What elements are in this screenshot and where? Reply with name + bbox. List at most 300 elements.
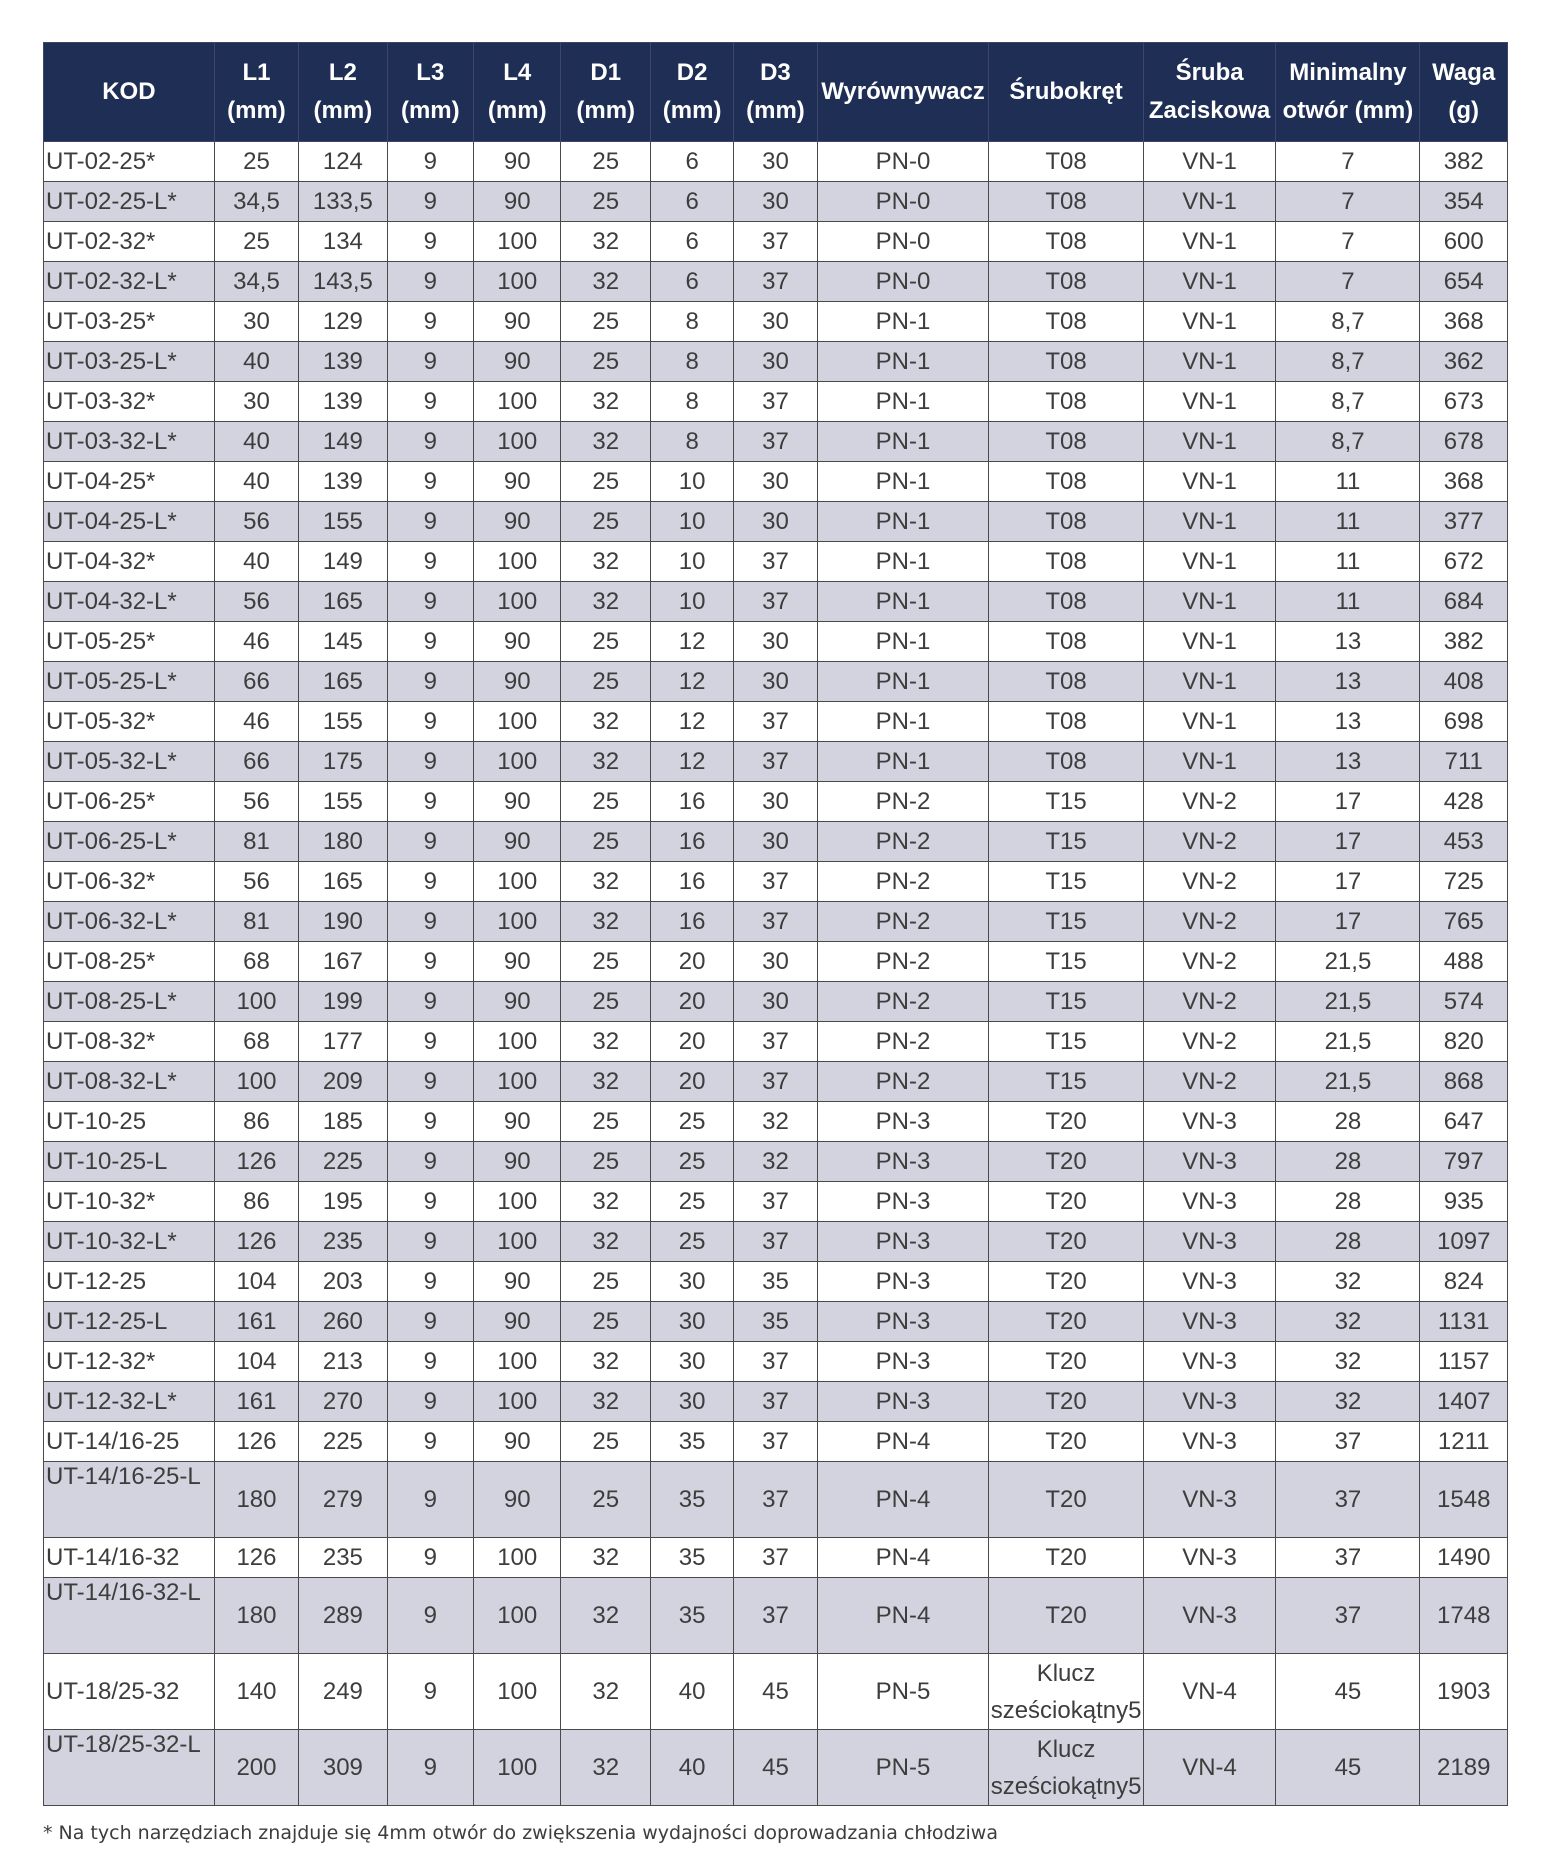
table-cell: 1211 (1420, 1422, 1508, 1462)
table-cell: VN-1 (1143, 262, 1276, 302)
table-cell: 45 (1276, 1654, 1420, 1730)
table-cell: 37 (734, 1538, 817, 1578)
table-cell: 140 (214, 1654, 298, 1730)
table-cell: T08 (989, 582, 1143, 622)
product-code-cell: UT-04-25-L* (44, 502, 215, 542)
table-cell: 32 (561, 1538, 651, 1578)
table-cell: VN-1 (1143, 142, 1276, 182)
table-cell: 8 (650, 342, 733, 382)
table-cell: 32 (1276, 1342, 1420, 1382)
table-cell: 40 (214, 422, 298, 462)
column-header (1420, 43, 1508, 142)
table-cell: 37 (734, 1462, 817, 1538)
table-cell: 1131 (1420, 1302, 1508, 1342)
table-cell: 46 (214, 622, 298, 662)
table-cell: VN-1 (1143, 422, 1276, 462)
table-row (44, 702, 1508, 742)
table-row (44, 502, 1508, 542)
table-cell: 9 (387, 822, 473, 862)
table-cell: T08 (989, 422, 1143, 462)
table-cell: 68 (214, 1022, 298, 1062)
table-cell: 32 (561, 422, 651, 462)
table-body (44, 142, 1508, 1806)
table-cell: 149 (299, 542, 387, 582)
table-cell: 100 (474, 582, 561, 622)
table-cell: 165 (299, 582, 387, 622)
table-cell: T08 (989, 382, 1143, 422)
table-cell: T15 (989, 902, 1143, 942)
product-code-cell: UT-14/16-32 (44, 1538, 215, 1578)
table-cell: VN-1 (1143, 302, 1276, 342)
table-cell: 37 (734, 1578, 817, 1654)
product-code-cell: UT-02-25* (44, 142, 215, 182)
table-cell: 25 (561, 1302, 651, 1342)
column-header-line: D1 (590, 59, 622, 86)
table-cell: 30 (650, 1302, 733, 1342)
table-cell: 32 (561, 1222, 651, 1262)
table-cell: T20 (989, 1342, 1143, 1382)
table-cell: 9 (387, 1222, 473, 1262)
column-header-line: Śrubokręt (1009, 78, 1123, 105)
table-cell: PN-4 (817, 1422, 989, 1462)
table-row (44, 422, 1508, 462)
table-cell: T20 (989, 1262, 1143, 1302)
table-cell: VN-2 (1143, 822, 1276, 862)
product-code-cell: UT-12-32* (44, 1342, 215, 1382)
product-code-cell: UT-08-25-L* (44, 982, 215, 1022)
table-cell: 797 (1420, 1142, 1508, 1182)
table-cell: 32 (561, 862, 651, 902)
table-row (44, 1102, 1508, 1142)
column-header-line: L1 (242, 59, 271, 86)
table-cell: 30 (734, 502, 817, 542)
column-header-line: KOD (102, 78, 156, 105)
table-cell: 100 (474, 902, 561, 942)
table-row (44, 1578, 1508, 1654)
table-cell: 100 (474, 742, 561, 782)
table-cell: 9 (387, 662, 473, 702)
product-code-cell: UT-10-32* (44, 1182, 215, 1222)
table-cell: T20 (989, 1302, 1143, 1342)
table-cell: 40 (214, 342, 298, 382)
table-cell: VN-1 (1143, 702, 1276, 742)
table-cell: 225 (299, 1422, 387, 1462)
table-cell: 9 (387, 1062, 473, 1102)
table-cell: PN-0 (817, 142, 989, 182)
table-cell: PN-0 (817, 262, 989, 302)
table-cell: T08 (989, 302, 1143, 342)
table-row (44, 902, 1508, 942)
column-header (561, 43, 651, 142)
table-cell: 7 (1276, 142, 1420, 182)
table-cell: VN-3 (1143, 1342, 1276, 1382)
table-cell: 309 (299, 1730, 387, 1806)
table-cell: 362 (1420, 342, 1508, 382)
table-cell: PN-1 (817, 542, 989, 582)
table-cell: 9 (387, 1142, 473, 1182)
table-cell: 678 (1420, 422, 1508, 462)
table-cell: 8,7 (1276, 302, 1420, 342)
table-cell: 368 (1420, 302, 1508, 342)
table-cell: 30 (650, 1342, 733, 1382)
column-header-line: L4 (503, 59, 532, 86)
table-cell: PN-1 (817, 302, 989, 342)
table-cell: 56 (214, 582, 298, 622)
table-row (44, 1342, 1508, 1382)
table-cell: 40 (214, 542, 298, 582)
table-cell: 32 (1276, 1262, 1420, 1302)
table-row (44, 1302, 1508, 1342)
product-code-cell: UT-04-25* (44, 462, 215, 502)
table-cell: 165 (299, 862, 387, 902)
table-cell: 90 (474, 1302, 561, 1342)
table-cell: 90 (474, 462, 561, 502)
table-row (44, 982, 1508, 1022)
table-cell: 25 (561, 622, 651, 662)
table-cell: T08 (989, 142, 1143, 182)
product-code-cell: UT-06-32-L* (44, 902, 215, 942)
table-cell: 30 (734, 822, 817, 862)
table-cell: 100 (474, 262, 561, 302)
table-cell: 672 (1420, 542, 1508, 582)
table-cell: 9 (387, 782, 473, 822)
table-cell: 90 (474, 1142, 561, 1182)
table-cell: 35 (650, 1578, 733, 1654)
table-cell: 139 (299, 382, 387, 422)
table-row (44, 1182, 1508, 1222)
table-cell: 8 (650, 302, 733, 342)
table-cell: 100 (474, 1182, 561, 1222)
table-cell: T20 (989, 1462, 1143, 1538)
table-cell: VN-3 (1143, 1382, 1276, 1422)
column-header (474, 43, 561, 142)
table-cell: 382 (1420, 622, 1508, 662)
table-cell: 45 (1276, 1730, 1420, 1806)
table-cell: 1903 (1420, 1654, 1508, 1730)
table-cell: 25 (561, 982, 651, 1022)
table-cell: 9 (387, 302, 473, 342)
table-cell: 10 (650, 462, 733, 502)
table-cell: 647 (1420, 1102, 1508, 1142)
table-cell: PN-2 (817, 862, 989, 902)
table-cell: 684 (1420, 582, 1508, 622)
table-cell: T15 (989, 1062, 1143, 1102)
table-cell: 32 (561, 582, 651, 622)
table-cell: PN-1 (817, 582, 989, 622)
column-header-line: (mm) (487, 97, 547, 124)
table-cell: PN-2 (817, 1022, 989, 1062)
table-cell: 90 (474, 782, 561, 822)
table-cell: VN-3 (1143, 1222, 1276, 1262)
table-cell: PN-1 (817, 462, 989, 502)
table-cell: 35 (650, 1422, 733, 1462)
table-row (44, 1730, 1508, 1806)
table-cell: 9 (387, 142, 473, 182)
table-cell: 40 (650, 1654, 733, 1730)
table-cell: 34,5 (214, 262, 298, 302)
table-cell: PN-2 (817, 782, 989, 822)
table-cell: 11 (1276, 542, 1420, 582)
table-cell: 270 (299, 1382, 387, 1422)
table-cell: T08 (989, 742, 1143, 782)
column-header (650, 43, 733, 142)
table-cell: 9 (387, 222, 473, 262)
table-cell: PN-0 (817, 182, 989, 222)
table-cell: 9 (387, 702, 473, 742)
column-header (734, 43, 817, 142)
table-cell: 129 (299, 302, 387, 342)
table-cell: 9 (387, 862, 473, 902)
table-cell: 32 (561, 1578, 651, 1654)
product-code-cell: UT-12-25-L (44, 1302, 215, 1342)
table-cell: 30 (734, 142, 817, 182)
table-cell: 100 (474, 862, 561, 902)
table-row (44, 662, 1508, 702)
table-cell: 235 (299, 1538, 387, 1578)
table-cell: 90 (474, 1462, 561, 1538)
table-row (44, 1462, 1508, 1538)
table-cell: PN-3 (817, 1222, 989, 1262)
table-cell: 9 (387, 462, 473, 502)
table-cell: 25 (561, 1462, 651, 1538)
table-cell: 711 (1420, 742, 1508, 782)
table-row (44, 382, 1508, 422)
table-cell: 35 (650, 1538, 733, 1578)
table-cell: T08 (989, 622, 1143, 662)
table-cell: 30 (734, 182, 817, 222)
product-code-cell: UT-08-25* (44, 942, 215, 982)
table-cell: 133,5 (299, 182, 387, 222)
table-cell: 165 (299, 662, 387, 702)
table-cell: 100 (474, 222, 561, 262)
table-cell: 25 (561, 142, 651, 182)
table-cell: 428 (1420, 782, 1508, 822)
table-cell: 126 (214, 1222, 298, 1262)
table-cell: 37 (734, 1182, 817, 1222)
table-cell: 868 (1420, 1062, 1508, 1102)
table-cell: 35 (734, 1262, 817, 1302)
table-cell: 9 (387, 182, 473, 222)
table-cell: PN-1 (817, 382, 989, 422)
table-cell: 185 (299, 1102, 387, 1142)
table-cell: 30 (734, 622, 817, 662)
table-cell: 56 (214, 862, 298, 902)
product-code-cell: UT-02-32* (44, 222, 215, 262)
spec-table (43, 42, 1508, 1806)
table-cell: 20 (650, 1062, 733, 1102)
table-row (44, 542, 1508, 582)
table-cell: 9 (387, 1462, 473, 1538)
table-cell: 9 (387, 1654, 473, 1730)
table-cell: 100 (474, 1538, 561, 1578)
table-cell: 37 (734, 422, 817, 462)
table-cell: 32 (734, 1142, 817, 1182)
table-cell: 408 (1420, 662, 1508, 702)
table-cell: 249 (299, 1654, 387, 1730)
column-header (214, 43, 298, 142)
table-row (44, 1654, 1508, 1730)
table-cell: 209 (299, 1062, 387, 1102)
table-cell: 86 (214, 1102, 298, 1142)
table-cell: 40 (650, 1730, 733, 1806)
table-cell: 32 (561, 1062, 651, 1102)
table-cell: 32 (561, 1654, 651, 1730)
column-header-line: Wyrównywacz (821, 78, 985, 105)
table-cell: VN-1 (1143, 222, 1276, 262)
table-cell: 25 (561, 342, 651, 382)
table-cell: T08 (989, 662, 1143, 702)
table-cell: 673 (1420, 382, 1508, 422)
table-row (44, 142, 1508, 182)
table-cell: 35 (734, 1302, 817, 1342)
table-cell: 37 (734, 222, 817, 262)
column-header (989, 43, 1143, 142)
table-cell: VN-2 (1143, 862, 1276, 902)
table-cell: VN-3 (1143, 1142, 1276, 1182)
table-cell: 10 (650, 542, 733, 582)
table-cell: 9 (387, 942, 473, 982)
table-cell: PN-3 (817, 1342, 989, 1382)
table-cell: 9 (387, 1730, 473, 1806)
table-cell: PN-3 (817, 1302, 989, 1342)
table-cell: 66 (214, 662, 298, 702)
table-cell: 68 (214, 942, 298, 982)
table-cell: PN-2 (817, 822, 989, 862)
table-row (44, 742, 1508, 782)
table-cell: 126 (214, 1422, 298, 1462)
table-cell: 35 (650, 1462, 733, 1538)
table-cell: PN-4 (817, 1538, 989, 1578)
table-cell: 6 (650, 222, 733, 262)
table-cell: 32 (561, 1182, 651, 1222)
table-cell: T15 (989, 782, 1143, 822)
table-row (44, 782, 1508, 822)
product-code-cell: UT-14/16-25-L (44, 1462, 215, 1538)
table-cell: VN-1 (1143, 542, 1276, 582)
table-cell: 199 (299, 982, 387, 1022)
table-row (44, 582, 1508, 622)
table-cell: 90 (474, 1262, 561, 1302)
table-cell: 10 (650, 582, 733, 622)
table-cell: 32 (734, 1102, 817, 1142)
table-cell: 6 (650, 142, 733, 182)
table-cell: 28 (1276, 1222, 1420, 1262)
table-cell: 574 (1420, 982, 1508, 1022)
table-cell: 9 (387, 982, 473, 1022)
table-cell: 32 (1276, 1382, 1420, 1422)
table-cell: 100 (474, 1578, 561, 1654)
table-cell: VN-2 (1143, 942, 1276, 982)
table-cell: 260 (299, 1302, 387, 1342)
table-cell: VN-2 (1143, 1022, 1276, 1062)
table-row (44, 302, 1508, 342)
table-cell: 12 (650, 702, 733, 742)
table-cell: 21,5 (1276, 1022, 1420, 1062)
product-code-cell: UT-05-32-L* (44, 742, 215, 782)
table-cell: 235 (299, 1222, 387, 1262)
table-cell: 13 (1276, 622, 1420, 662)
table-cell: VN-3 (1143, 1262, 1276, 1302)
table-row (44, 222, 1508, 262)
table-row (44, 1422, 1508, 1462)
column-header-line: L2 (328, 59, 357, 86)
table-cell: 11 (1276, 582, 1420, 622)
table-cell: 225 (299, 1142, 387, 1182)
table-cell: 2189 (1420, 1730, 1508, 1806)
table-cell: 8,7 (1276, 382, 1420, 422)
table-cell: 32 (561, 222, 651, 262)
table-cell: 37 (734, 742, 817, 782)
table-cell: 28 (1276, 1182, 1420, 1222)
table-cell: 32 (561, 1022, 651, 1062)
table-cell: 25 (650, 1182, 733, 1222)
table-cell: 28 (1276, 1102, 1420, 1142)
table-cell: 25 (650, 1102, 733, 1142)
table-cell: 16 (650, 782, 733, 822)
table-cell: 289 (299, 1578, 387, 1654)
table-cell: VN-3 (1143, 1102, 1276, 1142)
table-cell: 200 (214, 1730, 298, 1806)
table-cell: T15 (989, 1022, 1143, 1062)
table-cell: VN-3 (1143, 1462, 1276, 1538)
column-header (299, 43, 387, 142)
table-cell: 7 (1276, 182, 1420, 222)
table-cell: VN-1 (1143, 462, 1276, 502)
table-cell: 100 (474, 1062, 561, 1102)
table-cell: 37 (1276, 1462, 1420, 1538)
table-cell: VN-2 (1143, 1062, 1276, 1102)
table-cell: 126 (214, 1142, 298, 1182)
column-header-line: Śruba (1175, 59, 1244, 86)
table-cell: 34,5 (214, 182, 298, 222)
table-cell: PN-1 (817, 422, 989, 462)
table-cell: 100 (214, 1062, 298, 1102)
table-cell: 25 (650, 1222, 733, 1262)
table-cell: 1157 (1420, 1342, 1508, 1382)
table-cell: T08 (989, 542, 1143, 582)
table-cell: 90 (474, 1102, 561, 1142)
table-cell: 25 (214, 142, 298, 182)
table-cell: 10 (650, 502, 733, 542)
table-cell: VN-3 (1143, 1422, 1276, 1462)
product-code-cell: UT-08-32-L* (44, 1062, 215, 1102)
table-cell: 32 (561, 742, 651, 782)
table-cell: 9 (387, 1022, 473, 1062)
product-code-cell: UT-06-25* (44, 782, 215, 822)
table-cell: 8 (650, 422, 733, 462)
table-cell: 8,7 (1276, 342, 1420, 382)
column-header-line: Waga (1432, 59, 1496, 86)
table-cell: 824 (1420, 1262, 1508, 1302)
table-cell: VN-4 (1143, 1654, 1276, 1730)
table-cell: 698 (1420, 702, 1508, 742)
product-code-cell: UT-05-25-L* (44, 662, 215, 702)
table-cell: 9 (387, 1342, 473, 1382)
table-cell: 600 (1420, 222, 1508, 262)
table-cell: 37 (734, 542, 817, 582)
table-cell: PN-1 (817, 502, 989, 542)
table-cell: 190 (299, 902, 387, 942)
table-cell: 124 (299, 142, 387, 182)
table-cell: 90 (474, 142, 561, 182)
table-cell: 81 (214, 822, 298, 862)
product-code-cell: UT-10-25-L (44, 1142, 215, 1182)
table-cell: 90 (474, 1422, 561, 1462)
table-cell: 1490 (1420, 1538, 1508, 1578)
table-cell: 139 (299, 342, 387, 382)
table-cell: 8 (650, 382, 733, 422)
table-cell: 213 (299, 1342, 387, 1382)
